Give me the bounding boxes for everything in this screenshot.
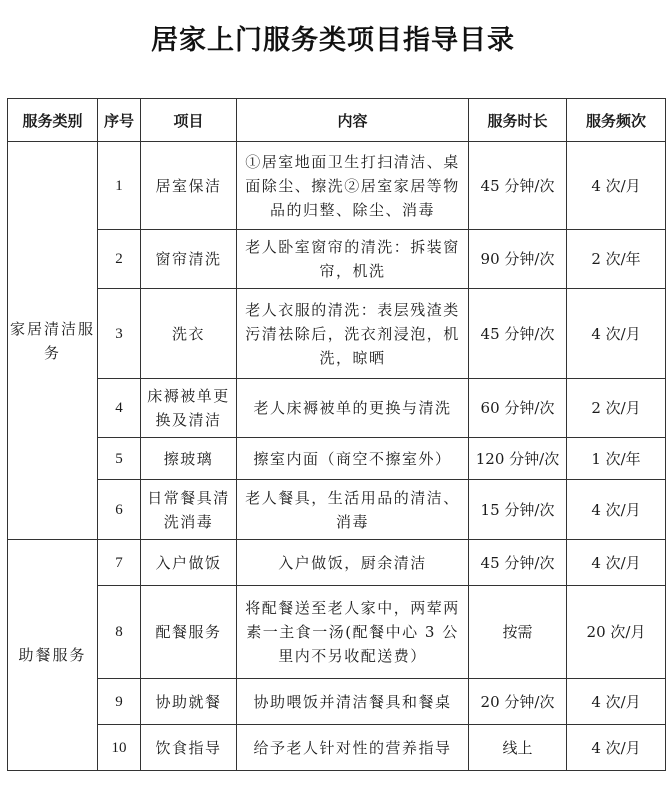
table-row: [8, 379, 666, 438]
content-cell: 老人衣服的清洗：表层残渣类污清祛除后，洗衣剂浸泡，机洗，晾晒: [237, 289, 469, 379]
table-row: [8, 438, 666, 480]
duration-cell: 线上: [469, 725, 567, 771]
table-row: [8, 725, 666, 771]
duration-cell: 20 分钟/次: [469, 679, 567, 725]
item-cell: 洗衣: [141, 289, 237, 379]
row-number: 4: [98, 379, 141, 438]
row-number: 10: [98, 725, 141, 771]
duration-cell: 120 分钟/次: [469, 438, 567, 480]
duration-cell: 45 分钟/次: [469, 540, 567, 586]
duration-cell: 45 分钟/次: [469, 142, 567, 230]
row-number: 3: [98, 289, 141, 379]
content-cell: 协助喂饭并清洁餐具和餐桌: [237, 679, 469, 725]
frequency-cell: 1 次/年: [567, 438, 666, 480]
content-cell: 老人床褥被单的更换与清洗: [237, 379, 469, 438]
frequency-cell: 2 次/月: [567, 379, 666, 438]
duration-cell: 45 分钟/次: [469, 289, 567, 379]
table-row: [8, 142, 666, 230]
frequency-cell: 4 次/月: [567, 725, 666, 771]
frequency-cell: 4 次/月: [567, 540, 666, 586]
table-row: [8, 586, 666, 679]
item-cell: 协助就餐: [141, 679, 237, 725]
row-number: 9: [98, 679, 141, 725]
frequency-cell: 2 次/年: [567, 230, 666, 289]
header-number: 序号: [98, 99, 141, 142]
header-item: 项目: [141, 99, 237, 142]
frequency-cell: 4 次/月: [567, 289, 666, 379]
row-number: 8: [98, 586, 141, 679]
item-cell: 饮食指导: [141, 725, 237, 771]
content-cell: 擦室内面（商空不擦室外）: [237, 438, 469, 480]
frequency-cell: 4 次/月: [567, 480, 666, 540]
row-number: 7: [98, 540, 141, 586]
header-content: 内容: [237, 99, 469, 142]
table-row: [8, 289, 666, 379]
content-cell: 将配餐送至老人家中，两荤两素一主食一汤(配餐中心 3 公里内不另收配送费）: [237, 586, 469, 679]
row-number: 1: [98, 142, 141, 230]
duration-cell: 15 分钟/次: [469, 480, 567, 540]
item-cell: 居室保洁: [141, 142, 237, 230]
item-cell: 窗帘清洗: [141, 230, 237, 289]
row-number: 2: [98, 230, 141, 289]
header-frequency: 服务频次: [567, 99, 666, 142]
frequency-cell: 20 次/月: [567, 586, 666, 679]
table-row: [8, 679, 666, 725]
page-title: 居家上门服务类项目指导目录: [151, 25, 515, 56]
item-cell: 擦玻璃: [141, 438, 237, 480]
item-cell: 床褥被单更换及清洁: [141, 379, 237, 438]
header-category: 服务类别: [8, 99, 98, 142]
item-cell: 日常餐具清洗消毒: [141, 480, 237, 540]
item-cell: 配餐服务: [141, 586, 237, 679]
content-cell: 给予老人针对性的营养指导: [237, 725, 469, 771]
header-row: [8, 99, 666, 142]
table-row: [8, 480, 666, 540]
duration-cell: 60 分钟/次: [469, 379, 567, 438]
category-cell: 家居清洁服务: [8, 142, 98, 540]
frequency-cell: 4 次/月: [567, 679, 666, 725]
content-cell: ①居室地面卫生打扫清洁、桌面除尘、擦洗②居室家居等物品的归整、除尘、消毒: [237, 142, 469, 230]
content-cell: 老人卧室窗帘的清洗：拆装窗帘，机洗: [237, 230, 469, 289]
table-row: [8, 230, 666, 289]
header-duration: 服务时长: [469, 99, 567, 142]
row-number: 6: [98, 480, 141, 540]
table-row: [8, 540, 666, 586]
row-number: 5: [98, 438, 141, 480]
item-cell: 入户做饭: [141, 540, 237, 586]
frequency-cell: 4 次/月: [567, 142, 666, 230]
category-cell: 助餐服务: [8, 540, 98, 771]
content-cell: 入户做饭，厨余清洁: [237, 540, 469, 586]
duration-cell: 按需: [469, 586, 567, 679]
service-catalog-table: [7, 98, 666, 771]
content-cell: 老人餐具，生活用品的清洁、消毒: [237, 480, 469, 540]
duration-cell: 90 分钟/次: [469, 230, 567, 289]
